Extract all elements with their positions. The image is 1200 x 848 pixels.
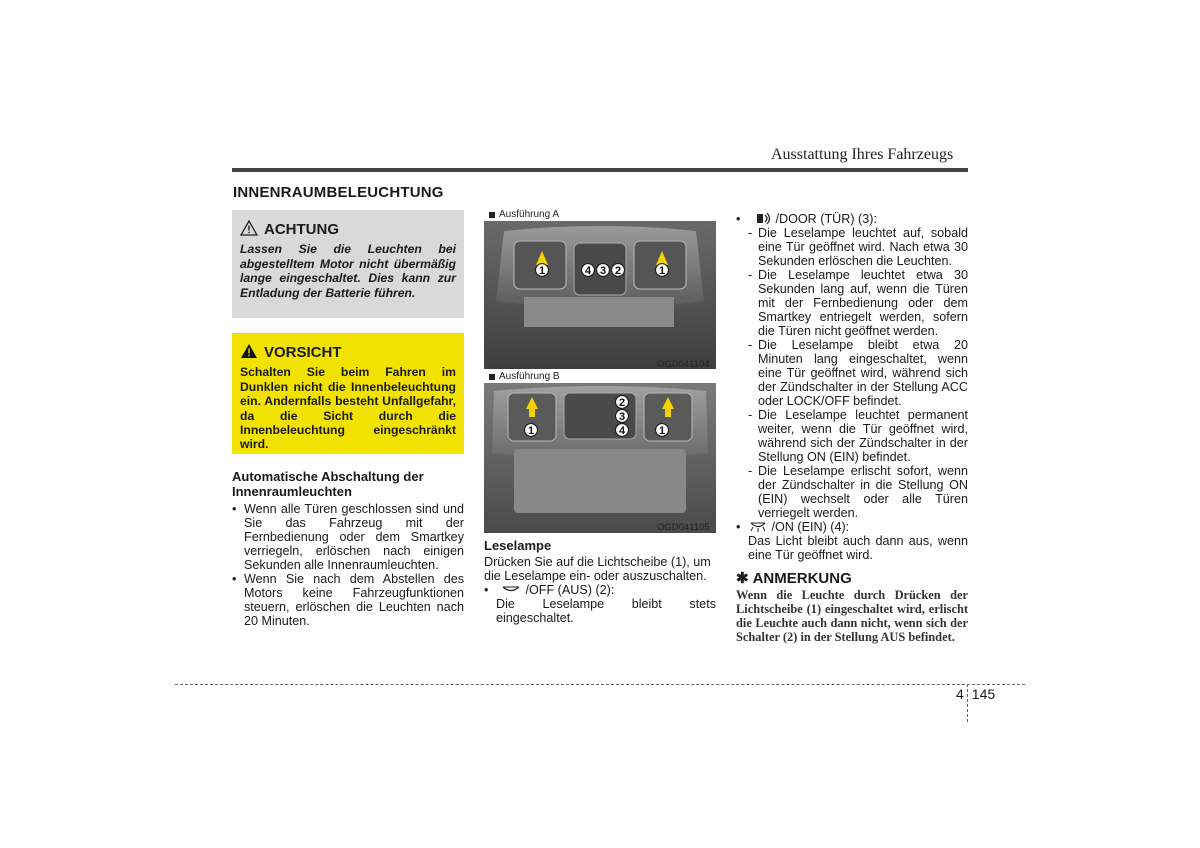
photo-b-label: Ausführung B [489, 371, 560, 382]
marker-1 [655, 263, 669, 282]
list-item: • /ON (EIN) (4): [736, 520, 850, 534]
svg-text:2: 2 [614, 265, 622, 277]
photo-a-code: OGD041104 [657, 359, 710, 370]
auto-off-section [232, 469, 464, 628]
caution-triangle-icon [240, 220, 258, 239]
lamp-off-text: Die Leselampe bleibt stets eingeschaltet. [496, 597, 716, 625]
lamp-off-icon [496, 583, 522, 597]
svg-text:3: 3 [618, 411, 626, 423]
photo-a [484, 221, 716, 369]
anmerkung-heading: ✱ ANMERKUNG [736, 570, 852, 587]
leselampe-section [484, 538, 716, 625]
photo-b-code: OGD041105 [657, 522, 710, 533]
list-item: - Die Leselampe leuchtet permanent weiter, wenn die Tür geöffnet wird, während sich der Zündschalter in der Stellung ON (EIN) befindet. [748, 408, 968, 464]
photo-a-label: Ausführung A [489, 209, 559, 220]
marker-1 [655, 423, 669, 442]
list-item: • Wenn Sie nach dem Abstellen des Motors keine Fahrzeugfunktionen steuern, erlöschen die Leuchten nach 20 Minuten. [232, 572, 464, 628]
photo-b [484, 383, 716, 533]
lamp-on-icon [748, 520, 768, 534]
marker-1 [524, 423, 538, 442]
warning-text: Schalten Sie beim Fahren im Dunklen nicht die Innenbeleuchtung ein. Andernfalls besteht Unfallgefahr, da die Sicht durch die Innenbeleuchtung eingeschränkt wird. [240, 365, 456, 452]
list-item: - Die Leselampe leuchtet auf, sobald eine Tür geöffnet wird. Nach etwa 30 Sekunden erlöschen die Leuchten. [748, 226, 968, 268]
marker-3 [596, 263, 610, 282]
header-rule [232, 168, 968, 172]
page-number: 4 145 [956, 686, 996, 702]
svg-text:1: 1 [658, 265, 666, 277]
svg-text:3: 3 [599, 265, 607, 277]
list-item: • Wenn alle Türen geschlossen sind und Sie das Fahrzeug mit der Fernbedienung oder dem Smartkey verriegeln, erlöschen nach einigen Sekunden alle Innenraumleuchten. [232, 502, 464, 572]
warning-title: VORSICHT [264, 343, 342, 361]
svg-text:4: 4 [584, 265, 592, 277]
caution-title: ACHTUNG [264, 220, 339, 238]
list-item: • /DOOR (TÜR) (3): [736, 212, 877, 226]
list-item: • /OFF (AUS) (2): [484, 583, 615, 597]
leselampe-intro: Drücken Sie auf die Lichtscheibe (1), um die Leselampe ein- oder auszuschalten. [484, 555, 711, 583]
footer-rule [175, 684, 1025, 685]
chapter-title: Ausstattung Ihres Fahrzeugs [771, 146, 954, 163]
marker-1 [535, 263, 549, 282]
svg-text:1: 1 [538, 265, 546, 277]
auto-off-heading: Automatische Abschaltung der Innenraumleuchten [232, 469, 424, 499]
caution-box [232, 210, 464, 318]
warning-heading [240, 343, 456, 362]
leselampe-heading: Leselampe [484, 538, 552, 553]
asterisk-icon: ✱ [736, 570, 749, 587]
door-icon [748, 212, 772, 226]
list-item: - Die Leselampe erlischt sofort, wenn der Zündschalter in die Stellung ON (EIN) wechselt oder alle Türen verriegelt werden. [748, 464, 968, 520]
svg-text:1: 1 [527, 425, 535, 437]
list-item: - Die Leselampe bleibt etwa 20 Minuten lang eingeschaltet, wenn eine Tür geöffnet wird, während sich der Zündschalter in der Stellung ACC oder LOCK/OFF befindet. [748, 338, 968, 408]
marker-2 [611, 263, 625, 282]
svg-text:1: 1 [658, 425, 666, 437]
svg-text:4: 4 [618, 425, 626, 437]
lamp-on-text: Das Licht bleibt auch dann aus, wenn eine Tür geöffnet wird. [748, 534, 968, 562]
caution-heading [240, 220, 456, 239]
marker-4 [615, 423, 629, 442]
anmerkung-text: Wenn die Leuchte durch Drücken der Lichtscheibe (1) eingeschaltet wird, erlischt die Leuchte auch dann nicht, wenn sich der Schalter (2) in der Stellung AUS befindet. [736, 588, 968, 644]
warning-box [232, 333, 464, 454]
caution-text: Lassen Sie die Leuchten bei abgestelltem Motor nicht übermäßig lange eingeschaltet. Dies kann zur Entladung der Batterie führen. [240, 242, 456, 300]
door-section [736, 212, 968, 644]
list-item: - Die Leselampe leuchtet etwa 30 Sekunden lang auf, wenn die Türen mit der Fernbedienung oder dem Smartkey entriegelt werden, sofern die Türen nicht geöffnet werden. [748, 268, 968, 338]
section-title: INNENRAUMBELEUCHTUNG [233, 184, 444, 201]
svg-text:2: 2 [618, 397, 626, 409]
marker-4 [581, 263, 595, 282]
warning-triangle-icon [240, 343, 258, 362]
